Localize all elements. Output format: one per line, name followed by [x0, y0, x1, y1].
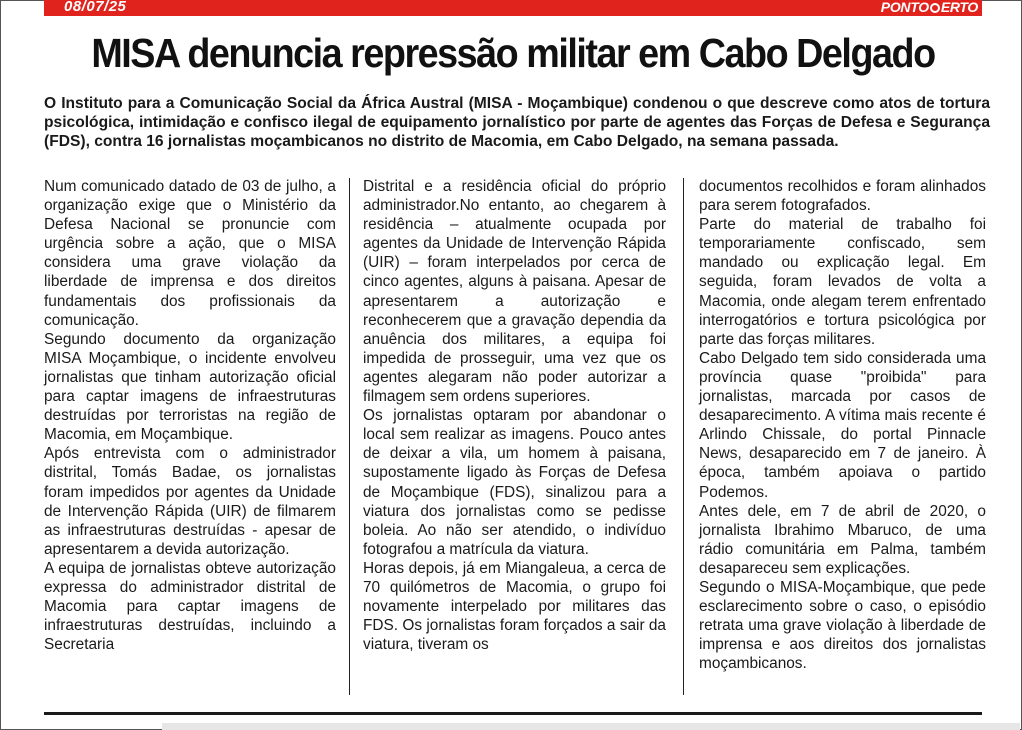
newspaper-logo	[881, 0, 978, 15]
paragraph: Segundo o MISA-Moçambique, que pede esclarecimento sobre o caso, o episódio retrata uma grave violação à liberdade de imprensa e aos direitos dos jornalistas moçambicanos.	[699, 578, 986, 673]
logo-text-left: PONTO	[880, 0, 929, 15]
column-divider	[349, 178, 350, 695]
article-headline: MISA denuncia repressão militar em Cabo Delgado	[91, 30, 935, 76]
article-column-1	[44, 177, 336, 654]
paragraph: Parte do material de trabalho foi temporariamente confiscado, sem mandado ou explicação legal. Em seguida, foram levados de volta a Macomia, onde alegam terem enfrentado interrogatórios e tortura psicológica por parte das forças militares.	[699, 216, 986, 348]
paragraph: A equipa de jornalistas obteve autorização expressa do administrador distrital de Macomia para captar imagens de infraestruturas destruídas, incluindo a Secretaria	[44, 559, 336, 654]
viewer-scroll-strip	[162, 723, 1020, 730]
logo-c-icon	[930, 3, 940, 13]
paragraph: Após entrevista com o administrador distrital, Tomás Badae, os jornalistas foram impedidos por agentes da Unidade de Intervenção Rápida (UIR) de filmarem as infraestruturas destruídas - apesar de apresentarem a devida autorização.	[44, 445, 336, 558]
paragraph: Num comunicado datado de 03 de julho, a organização exige que o Ministério da Defesa Nacional se pronuncie com urgência sobre a ação, que o MISA considera uma grave violação da liberdade de imprensa e dos direitos fundamentais dos profissionais da comunicação.	[44, 178, 336, 329]
paragraph: Antes dele, em 7 de abril de 2020, o jornalista Ibrahimo Mbaruco, de uma rádio comunitária em Palma, também desapareceu sem explicações.	[699, 502, 986, 577]
article-column-2	[363, 177, 666, 654]
paragraph: Distrital e a residência oficial do próprio administrador.No entanto, ao chegarem à residência – atualmente ocupada por agentes da Unidade de Intervenção Rápida (UIR) – foram interpelados por cerca de cinco agentes, alguns à paisana. Apesar de apresentarem a autorização e reconhecerem que a gravação dependia da anuência dos militares, a equipa foi impedida de prosseguir, uma vez que os agentes alegaram não poder autorizar a filmagem sem ordens superiores.	[363, 178, 666, 406]
paragraph: Os jornalistas optaram por abandonar o local sem realizar as imagens. Pouco antes de deixar a vila, um homem à paisana, supostamente ligado às Forças de Defesa de Moçambique (FDS), sinalizou para a viatura dos jornalistas como se pedisse boleia. Ao não ser atendido, o indivíduo fotografou a matrícula da viatura.	[363, 407, 666, 558]
logo-text-right: ERTO	[940, 0, 978, 15]
article-column-3	[699, 177, 986, 673]
paragraph: Segundo documento da organização MISA Moçambique, o incidente envolveu jornalistas que tinham autorização oficial para captar imagens de infraestruturas destruídas por terroristas na região de Macomia, em Moçambique.	[44, 330, 336, 444]
article-lead: O Instituto para a Comunicação Social da África Austral (MISA - Moçambique) condenou o que descreve como atos de tortura psicológica, intimidação e confisco ilegal de equipamento jornalístico por parte de agentes das Forças de Defesa e Segurança (FDS), contra 16 jornalistas moçambicanos no distrito de Macomia, em Cabo Delgado, na semana passada.	[44, 95, 990, 150]
footer-rule	[44, 712, 982, 715]
paragraph: documentos recolhidos e foram alinhados para serem fotografados.	[699, 178, 986, 215]
column-divider	[683, 178, 684, 695]
header-bar	[44, 0, 982, 16]
paragraph: Cabo Delgado tem sido considerada uma província quase "proibida" para jornalistas, marcada por casos de desaparecimento. A vítima mais recente é Arlindo Chissale, do portal Pinnacle News, desaparecido em 7 de janeiro. À época, também apoiava o partido Podemos.	[699, 349, 986, 501]
paragraph: Horas depois, já em Miangaleua, a cerca de 70 quilómetros de Macomia, o grupo foi novamente interpelado por militares das FDS. Os jornalistas foram forçados a sair da viatura, tiveram os	[363, 559, 666, 654]
issue-date: 08/07/25	[64, 0, 127, 15]
